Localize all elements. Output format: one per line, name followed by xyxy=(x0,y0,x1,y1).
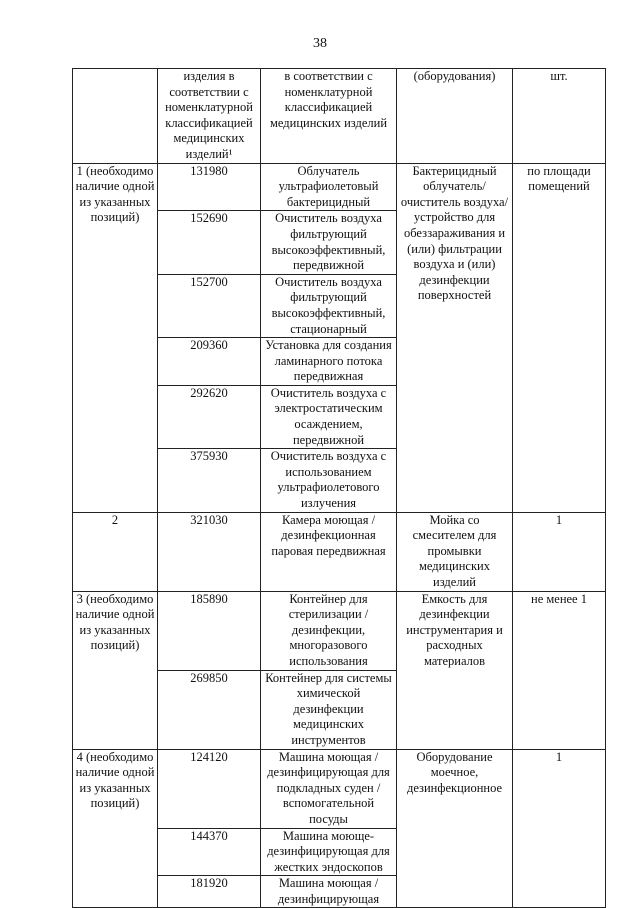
table-row xyxy=(73,749,606,828)
name-cell: Установка для создания ламинарного потока передвижная xyxy=(261,338,397,386)
page-number: 38 xyxy=(313,36,327,51)
code-cell: 321030 xyxy=(158,512,261,591)
header-text: в соответствии с номенклатурной классификацией медицинских изделий xyxy=(269,69,388,130)
header-cell-name xyxy=(261,69,397,164)
quantity-cell: по площади помещений xyxy=(513,163,606,512)
device-type-cell: Оборудование моечное, дезинфекционное xyxy=(397,749,513,908)
header-cell-quantity xyxy=(513,69,606,164)
code-cell: 152690 xyxy=(158,211,261,274)
code-cell: 131980 xyxy=(158,163,261,211)
code-cell: 375930 xyxy=(158,449,261,512)
equipment-table xyxy=(72,68,606,908)
device-type-cell: Мойка со смесителем для промывки медицинских изделий xyxy=(397,512,513,591)
header-text: шт. xyxy=(550,69,568,83)
group-number-cell: 2 xyxy=(73,512,158,591)
code-cell: 152700 xyxy=(158,274,261,337)
header-text: изделия в соответствии с номенклатурной классификацией медицинских изделий¹ xyxy=(165,69,253,161)
name-cell: Камера моющая /дезинфекционная паровая передвижная xyxy=(261,512,397,591)
code-cell: 144370 xyxy=(158,828,261,876)
code-cell: 124120 xyxy=(158,749,261,828)
table-row xyxy=(73,591,606,670)
name-cell: Машина моющая /дезинфицирующая для подкладных суден /вспомогательной посуды xyxy=(261,749,397,828)
name-cell: Контейнер для стерилизации /дезинфекции, многоразового использования xyxy=(261,591,397,670)
name-cell: Очиститель воздуха с использованием ультрафиолетового излучения xyxy=(261,449,397,512)
group-number-cell: 1 (необходимо наличие одной из указанных позиций) xyxy=(73,163,158,512)
quantity-cell: 1 xyxy=(513,512,606,591)
table-row xyxy=(73,512,606,591)
name-cell: Машина моюще-дезинфицирующая для жестких эндоскопов xyxy=(261,828,397,876)
name-cell: Очиститель воздуха фильтрующий высокоэффективный, передвижной xyxy=(261,211,397,274)
code-cell: 185890 xyxy=(158,591,261,670)
table-header-row xyxy=(73,69,606,164)
header-cell-code xyxy=(158,69,261,164)
quantity-cell: не менее 1 xyxy=(513,591,606,749)
header-cell-number xyxy=(73,69,158,164)
code-cell: 209360 xyxy=(158,338,261,386)
quantity-cell: 1 xyxy=(513,749,606,908)
group-number-cell: 3 (необходимо наличие одной из указанных позиций) xyxy=(73,591,158,749)
name-cell: Машина моющая /дезинфицирующая xyxy=(261,876,397,908)
header-text: (оборудования) xyxy=(413,69,496,83)
code-cell: 269850 xyxy=(158,670,261,749)
device-type-cell: Бактерицидный облучатель/ очиститель воздуха/ устройство для обеззараживания и (или) фильтрации воздуха и (или) дезинфекции поверхностей xyxy=(397,163,513,512)
header-cell-type xyxy=(397,69,513,164)
group-number-cell: 4 (необходимо наличие одной из указанных позиций) xyxy=(73,749,158,908)
name-cell: Облучатель ультрафиолетовый бактерицидный xyxy=(261,163,397,211)
device-type-cell: Емкость для дезинфекции инструментария и расходных материалов xyxy=(397,591,513,749)
name-cell: Контейнер для системы химической дезинфекции медицинских инструментов xyxy=(261,670,397,749)
code-cell: 181920 xyxy=(158,876,261,908)
table-row xyxy=(73,163,606,211)
name-cell: Очиститель воздуха с электростатическим осаждением, передвижной xyxy=(261,385,397,448)
code-cell: 292620 xyxy=(158,385,261,448)
name-cell: Очиститель воздуха фильтрующий высокоэффективный, стационарный xyxy=(261,274,397,337)
